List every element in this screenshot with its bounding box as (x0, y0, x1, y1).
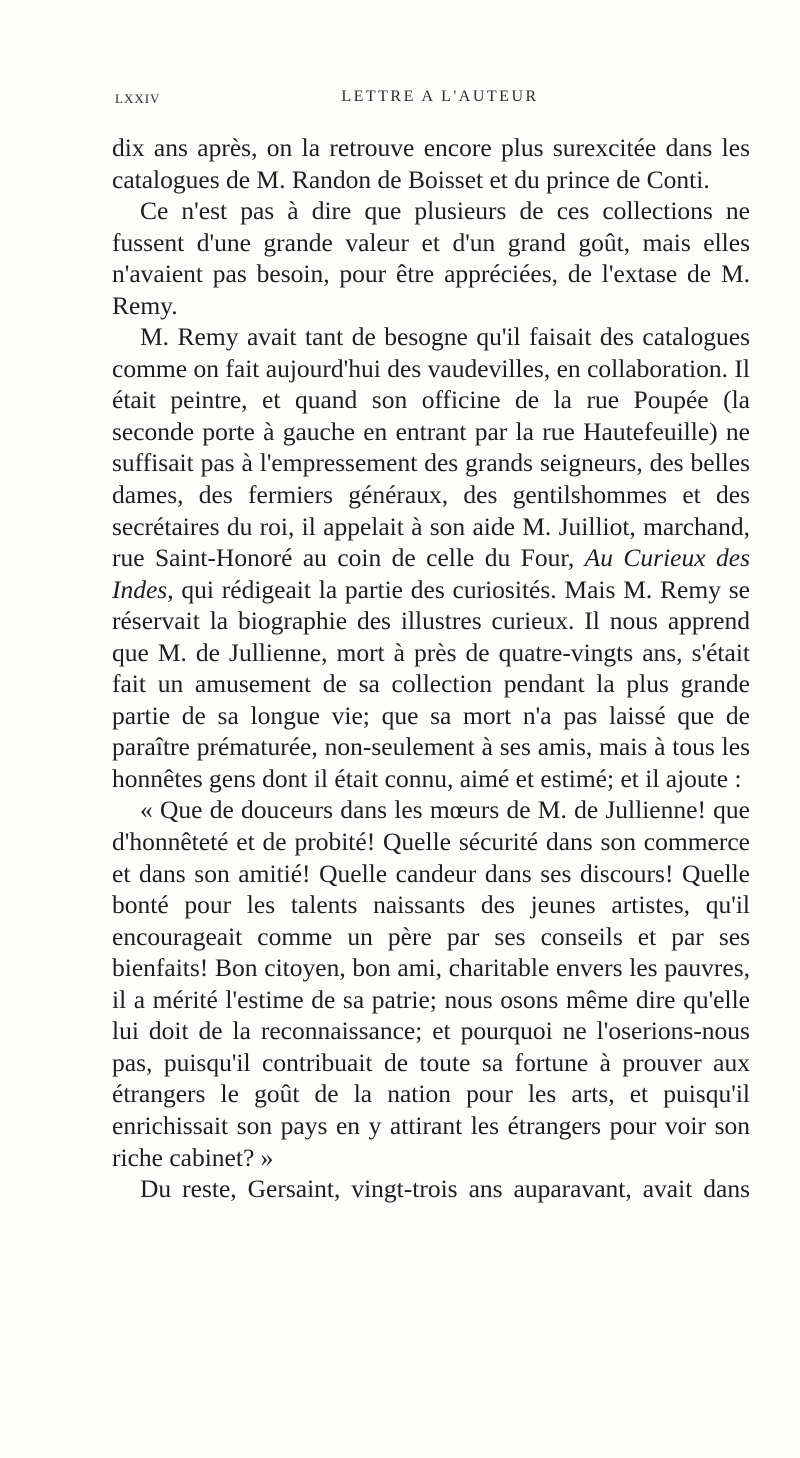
paragraph-5 (112, 1173, 750, 1205)
paragraph-3 (112, 321, 750, 794)
paragraph-4-quotation (112, 794, 750, 1173)
text-segment: , qui rédigeait la partie des curiosités. Mais M. Remy se réservait la biographie des illustres curieux. Il nous apprend que M. de Jullienne, mort à près de quatre-vingts ans, s'était fait un amusement de sa collection pendant la plus grande partie de sa longue vie; que sa mort n'a pas laissé que de paraître prématurée, non-seulement à ses amis, mais à tous les honnêtes gens dont il était connu, aimé et estimé; et il ajoute : (112, 574, 750, 793)
text-segment: M. Remy avait tant de besogne qu'il faisait des catalogues comme on fait aujourd'hui des vaudevilles, en collaboration. Il était peintre, et quand son officine de la rue Poupée (la seconde porte à gauche en entrant par la rue Hautefeuille) ne suffisait pas à l'empressement des grands seigneurs, des belles dames, des fermiers généraux, des gentilshommes et des secrétaires du roi, il appelait à son aide M. Juilliot, marchand, rue Saint-Honoré au coin de celle du Four, (112, 322, 750, 573)
paragraph-1 (112, 132, 750, 195)
shop-name-italic: Au Curieux des Indes (112, 543, 750, 604)
running-head (115, 88, 745, 114)
text-segment: Ce n'est pas à dire que plusieurs de ces collections ne fussent d'une grande valeur et d'un grand goût, mais elles n'avaient pas besoin, pour être appréciées, de l'extase de M. Remy. (112, 196, 750, 320)
text-segment: Du reste, Gersaint, vingt-trois ans auparavant, avait dans (140, 1174, 750, 1204)
text-segment: dix ans après, on la retrouve encore plus surexcitée dans les catalogues de M. Randon de Boisset et du prince de Conti. (112, 133, 750, 194)
body-text (112, 132, 750, 1205)
running-head-title: LETTRE A L'AUTEUR (341, 88, 539, 105)
paragraph-2 (112, 195, 750, 321)
page-number: LXXIV (115, 91, 161, 106)
text-segment: « Que de douceurs dans les mœurs de M. de Jullienne! que d'honnêteté et de probité! Quelle sécurité dans son commerce et dans son amitié! Quelle candeur dans ses discours! Quelle bonté pour les talents naissants des jeunes artistes, qu'il encourageait comme un père par ses conseils et par ses bienfaits! Bon citoyen, bon ami, charitable envers les pauvres, il a mérité l'estime de sa patrie; nous osons même dire qu'elle lui doit de la reconnaissance; et pourquoi ne l'oserions-nous pas, puisqu'il contribuait de toute sa fortune à prouver aux étrangers le goût de la nation pour les arts, et puisqu'il enrichissait son pays en y attirant les étrangers pour voir son riche cabinet? » (112, 795, 750, 1172)
